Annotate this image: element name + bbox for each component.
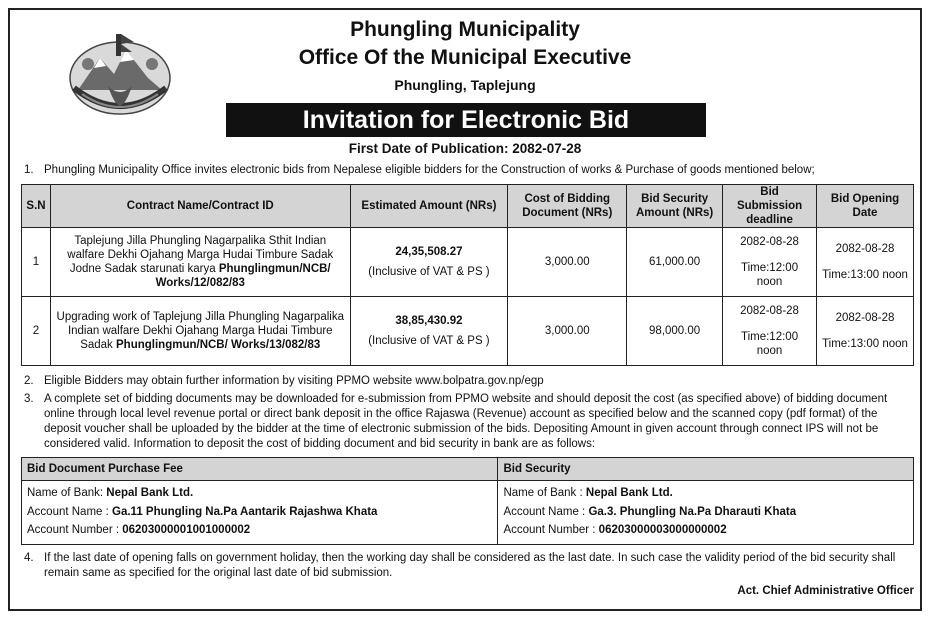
estimate-cell xyxy=(350,297,508,366)
contract-id: Phunglingmun/NCB/ Works/12/082/83 xyxy=(155,263,331,289)
contract-id: Phunglingmun/NCB/ Works/13/082/83 xyxy=(116,339,321,351)
column-header: Contract Name/Contract ID xyxy=(50,185,350,228)
account-name-label: Account Name : xyxy=(27,505,113,518)
contract-name: Taplejung Jilla Phungling Nagarpalika Sthit Indian walfare Dekhi Ojahang Marga Hudai Timbure Sadak Jodne Sadak starunati karya xyxy=(67,235,334,275)
opening-date: 2082-08-28 xyxy=(835,243,895,255)
bank-name-line xyxy=(27,484,492,503)
notice-title: Invitation for Electronic Bid xyxy=(226,103,706,137)
point-number: 2. xyxy=(24,375,34,387)
bid-table xyxy=(21,184,914,366)
bank-details-table xyxy=(21,457,914,545)
point-text: Phungling Municipality Office invites electronic bids from Nepalese eligible bidders for the Construction of works & Purchase of goods mentioned below; xyxy=(44,164,815,176)
account-number-label: Account Number : xyxy=(27,524,123,536)
office-subtitle: Office Of the Municipal Executive xyxy=(298,46,632,69)
estimate-cell xyxy=(350,228,508,297)
opening-time: Time:13:00 noon xyxy=(822,338,908,350)
opening-time: Time:13:00 noon xyxy=(822,269,908,281)
bank-name-value: Nepal Bank Ltd. xyxy=(106,487,194,499)
contract-cell xyxy=(50,228,350,297)
account-number-line xyxy=(27,521,492,540)
point-number: 4. xyxy=(24,552,34,564)
account-name-label: Account Name : xyxy=(503,505,589,518)
account-name-value: Ga.3. Phungling Na.Pa Dharauti Khata xyxy=(588,505,797,518)
estimate-note: (Inclusive of VAT & PS ) xyxy=(368,266,490,278)
column-header: Bid Submission deadline xyxy=(723,185,817,228)
sn-cell: 2 xyxy=(22,297,51,366)
submission-time: Time:12:00 noon xyxy=(740,262,799,288)
estimate-note: (Inclusive of VAT & PS ) xyxy=(368,335,490,347)
point-text: Eligible Bidders may obtain further information by visiting PPMO website www.bolpatra.gov.np/egp xyxy=(44,375,544,387)
opening-cell xyxy=(817,297,914,366)
estimate-value: 38,85,430.92 xyxy=(395,315,463,327)
table-header-row xyxy=(22,458,914,481)
security-cell: 61,000.00 xyxy=(627,228,723,297)
bid-security-details xyxy=(498,481,914,545)
doc-cost-cell: 3,000.00 xyxy=(508,228,627,297)
point-number: 1. xyxy=(24,164,34,176)
bid-security-heading: Bid Security xyxy=(498,458,914,481)
submission-date: 2082-08-28 xyxy=(740,305,799,317)
bank-name-line xyxy=(503,484,908,503)
bank-name-label: Name of Bank : xyxy=(503,487,586,499)
column-header: Estimated Amount (NRs) xyxy=(350,185,508,228)
column-header: Bid Opening Date xyxy=(817,185,914,228)
table-row xyxy=(22,228,914,297)
submission-cell xyxy=(723,228,817,297)
point-text: If the last date of opening falls on government holiday, then the working day shall be considered as the last date. In such case the validity period of the bid security shall remain same as specified for the original last date of bid submission. xyxy=(44,552,896,579)
sn-cell: 1 xyxy=(22,228,51,297)
contract-name: Upgrading work of Taplejung Jilla Phungling Nagarpalika Indian walfare Dekhi Ojahang Marga Hudai Timbure Sadak xyxy=(56,311,344,351)
column-header: Cost of Bidding Document (NRs) xyxy=(508,185,627,228)
estimate-value: 24,35,508.27 xyxy=(395,246,463,258)
account-number-value: 06203000003000000002 xyxy=(598,524,727,536)
account-name-line xyxy=(503,503,908,522)
signature-title: Act. Chief Administrative Officer xyxy=(737,585,914,597)
table-row xyxy=(22,481,914,545)
doc-cost-cell: 3,000.00 xyxy=(508,297,627,366)
submission-time: Time:12:00 noon xyxy=(740,331,799,357)
submission-date: 2082-08-28 xyxy=(740,236,799,248)
publication-date: First Date of Publication: 2082-07-28 xyxy=(348,141,582,156)
table-header-row xyxy=(22,185,914,228)
point-text: A complete set of bidding documents may be downloaded for e-submission from PPMO website and should deposit the cost (as specified above) of bidding document online through local level revenue portal or direct bank deposit in the office Rajaswa (Revenue) account as specified below and the scanned copy (pdf format) of the deposit voucher shall be uploaded by the bidder at the time of electronic submission of the bids. Depositing Amount in given account through connect IPS will not be considered valid. Information to deposit the cost of bidding document and bid security in bank are as follows: xyxy=(44,393,888,450)
account-name-value: Ga.11 Phungling Na.Pa Aantarik Rajashwa Khata xyxy=(112,505,378,518)
account-name-line xyxy=(27,503,492,522)
security-cell: 98,000.00 xyxy=(627,297,723,366)
account-number-label: Account Number : xyxy=(503,524,599,536)
opening-cell xyxy=(817,228,914,297)
contract-cell xyxy=(50,297,350,366)
bank-name-label: Name of Bank: xyxy=(27,487,107,499)
submission-cell xyxy=(723,297,817,366)
office-name: Phungling Municipality xyxy=(350,18,580,41)
bid-document-fee-heading: Bid Document Purchase Fee xyxy=(22,458,498,481)
column-header: S.N xyxy=(22,185,51,228)
table-row xyxy=(22,297,914,366)
bid-document-fee-details xyxy=(22,481,498,545)
account-number-value: 06203000001001000002 xyxy=(122,524,251,536)
column-header: Bid Security Amount (NRs) xyxy=(627,185,723,228)
opening-date: 2082-08-28 xyxy=(835,312,895,324)
bank-name-value: Nepal Bank Ltd. xyxy=(585,487,673,499)
office-location: Phungling, Taplejung xyxy=(394,77,536,93)
account-number-line xyxy=(503,521,908,540)
point-number: 3. xyxy=(24,393,34,405)
